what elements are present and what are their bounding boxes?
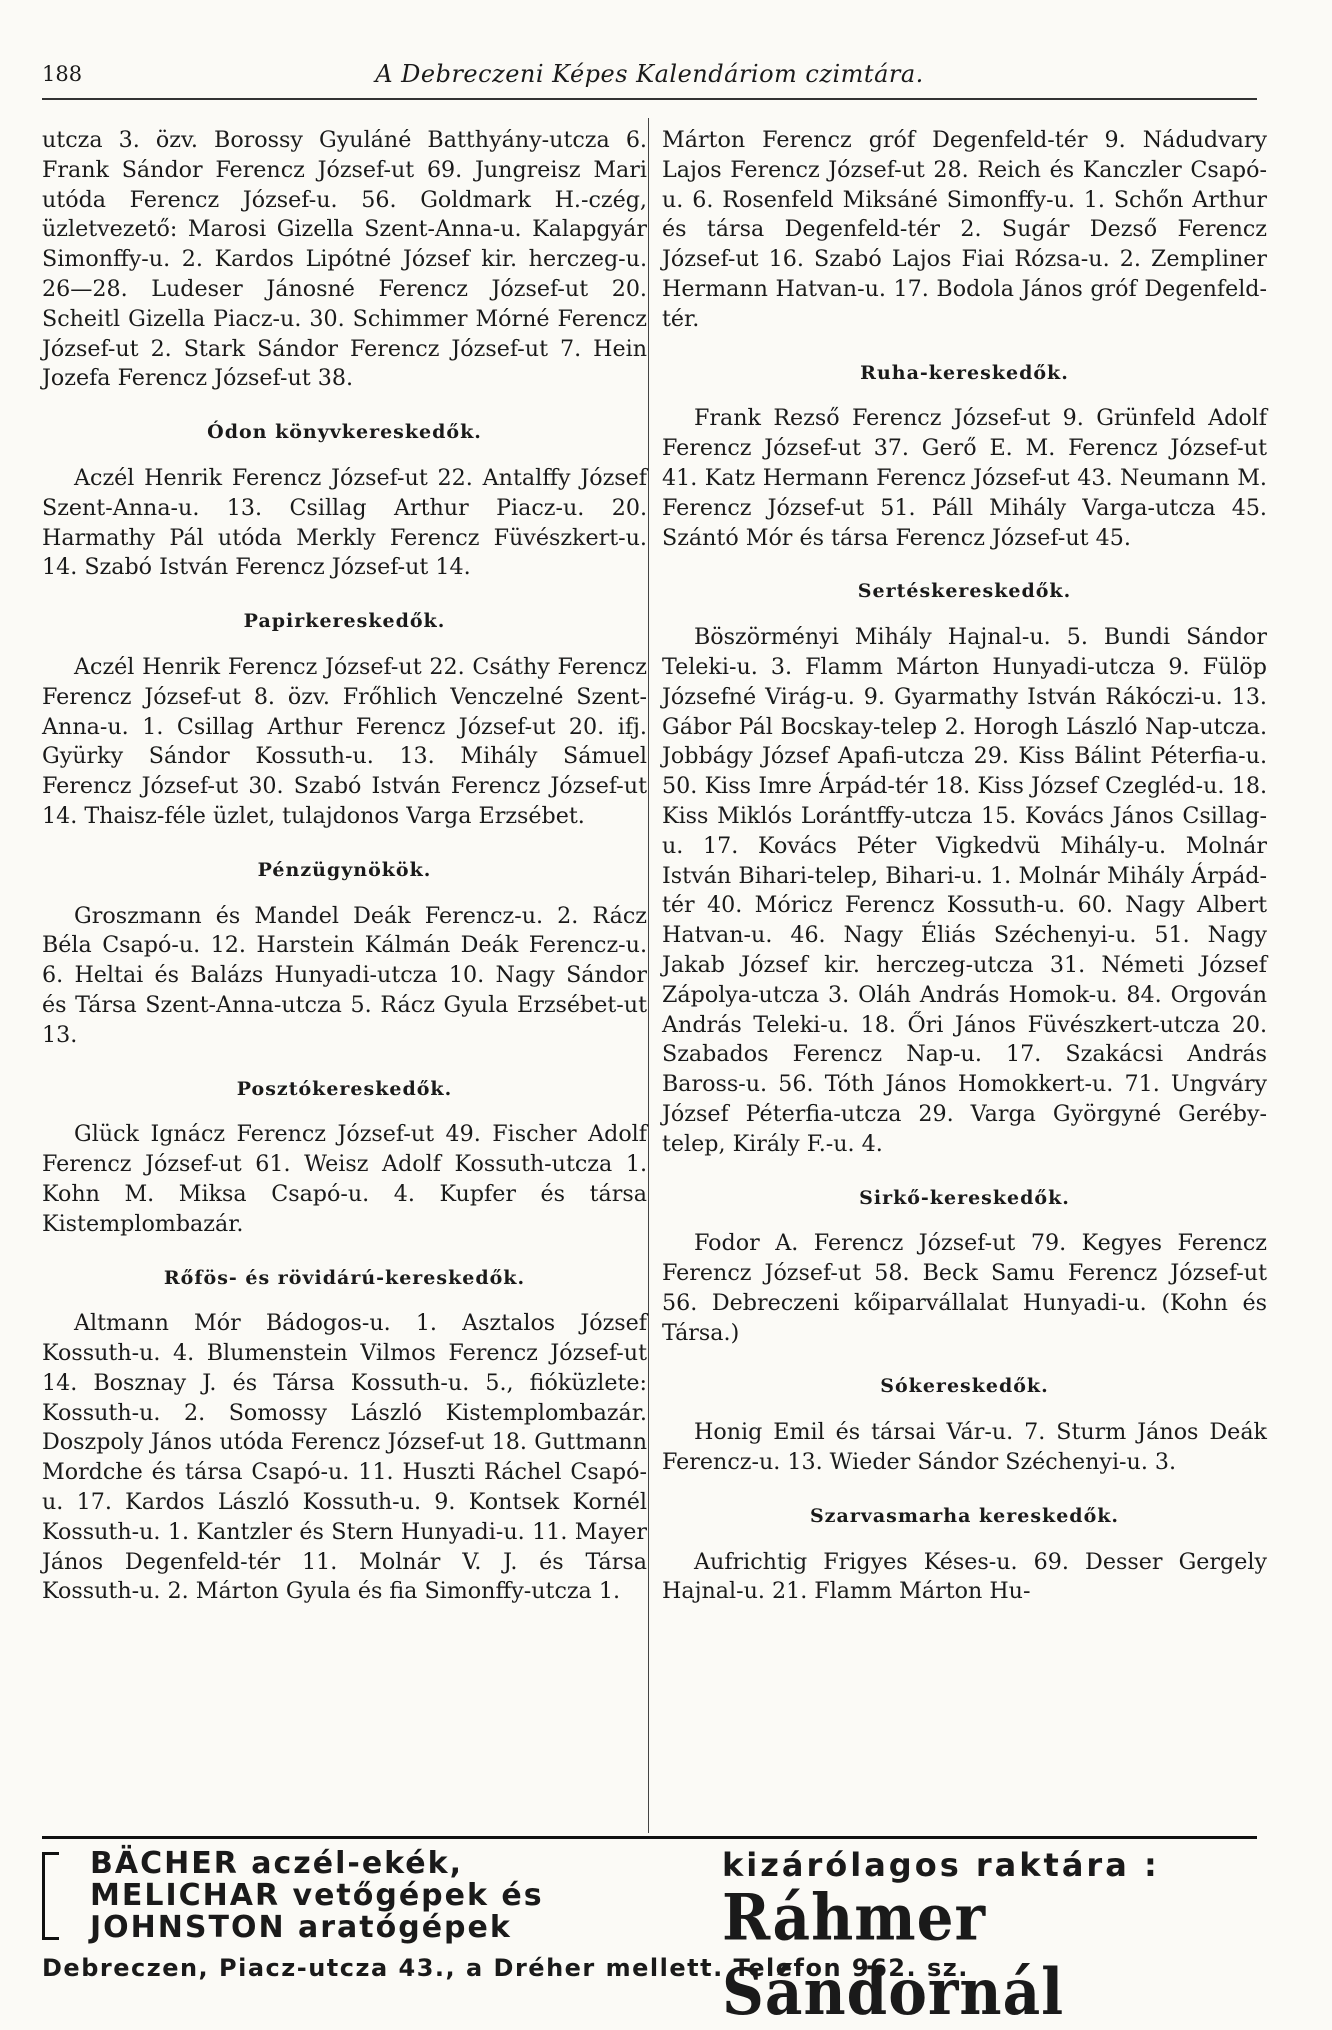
ad-line-melichar: MELICHAR vetőgépek és	[90, 1878, 544, 1913]
header-rule	[42, 98, 1257, 100]
section-text: Altmann Mór Bádogos-u. 1. Asztalos József Kossuth-u. 4. Blumenstein Vilmos Ferencz József-ut 14. Bosznay J. és Társa Kossuth-u. 5., fióküzlete: Kossuth-u. 2. Somossy László Kistemplombazár. Doszpoly János utóda Ferencz József-ut 18. Guttmann Mordche és társa Csapó-u. 11. Huszti Ráchel Csapó-u. 17. Kardos László Kossuth-u. 9. Kontsek Kornél Kossuth-u. 1. Kantzler és Stern Hunyadi-u. 11. Mayer János Degenfeld-tér 11. Molnár V. J. és Társa Kossuth-u. 2. Márton Gyula és fia Simonffy-utcza 1.	[42, 1310, 647, 1605]
page-header	[42, 56, 1257, 96]
section-title: Pénzügynökök.	[257, 858, 432, 881]
section-text: Böszörményi Mihály Hajnal-u. 5. Bundi Sándor Teleki-u. 3. Flamm Márton Hunyadi-utcza 9. Fülöp Józsefné Virág-u. 9. Gyarmathy István Rákóczi-u. 13. Gábor Pál Bocskay-telep 2. Horogh László Nap-utcza. Jobbágy József Apafi-utcza 29. Kiss Bálint Péterfia-u. 50. Kiss Imre Árpád-tér 18. Kiss József Czegléd-u. 18. Kiss Miklós Lorántffy-utcza 15. Kovács János Csillag-u. 17. Kovács Péter Vigkedvü Mihály-u. Molnár István Bihari-telep, Bihari-u. 1. Molnár Mihály Árpád-tér 40. Móricz Ferencz Kossuth-u. 60. Nagy Albert Hatvan-u. 46. Nagy Éliás Széchenyi-u. 51. Nagy Jakab József kir. herczeg-utcza 31. Németi József Zápolya-utcza 3. Oláh András Homok-u. 84. Orgován András Teleki-u. 18. Őri János Füvészkert-utcza 20. Szabados Ferencz Nap-u. 17. Szakácsi András Baross-u. 56. Tóth János Homokkert-u. 71. Ungváry József Péterfia-utcza 29. Varga Györgyné Geréby-telep, Király F.-u. 4.	[662, 624, 1267, 1157]
advertisement-rule	[42, 1836, 1257, 1839]
section-text: Aczél Henrik Ferencz József-ut 22. Antalffy József Szent-Anna-u. 13. Csillag Arthur Piacz-u. 20. Harmathy Pál utóda Merkly Ferencz Füvészkert-u. 14. Szabó István Ferencz József-ut 14.	[42, 464, 647, 581]
section-text: Aczél Henrik Ferencz József-ut 22. Csáthy Ferencz Ferencz József-ut 8. özv. Frőhlich Venczelné Szent-Anna-u. 1. Csillag Arthur Ferencz József-ut 20. ifj. Gyürky Sándor Kossuth-u. 13. Mihály Sámuel Ferencz József-ut 30. Szabó István Ferencz József-ut 14. Thaisz-féle üzlet, tulajdonos Varga Erzsébet.	[42, 653, 647, 829]
section-text: Frank Rezső Ferencz József-ut 9. Grünfeld Adolf Ferencz József-ut 37. Gerő E. M. Ferencz József-ut 41. Katz Hermann Ferencz József-ut 43. Neumann M. Ferencz József-ut 51. Páll Mihály Varga-utcza 45. Szántó Mór és társa Ferencz József-ut 45.	[662, 405, 1267, 551]
column-divider	[648, 118, 649, 1833]
left-column	[42, 126, 647, 1607]
section-text: Aufrichtig Frigyes Késes-u. 69. Desser Gergely Hajnal-u. 21. Flamm Márton Hu-	[662, 1548, 1267, 1605]
ad-exclusive-text: kizárólagos raktára :	[722, 1846, 1160, 1884]
section-text: Honig Emil és társai Vár-u. 7. Sturm János Deák Ferencz-u. 13. Wieder Sándor Széchenyi-u. 3.	[662, 1419, 1267, 1476]
section-title: Ódon könyvkereskedők.	[207, 421, 482, 444]
ad-address-line: Debreczen, Piacz-utcza 43., a Dréher mellett. Telefon 962. sz.	[42, 1954, 969, 1982]
section-title: Posztókereskedők.	[236, 1077, 453, 1100]
right-intro-paragraph: Márton Ferencz gróf Degenfeld-tér 9. Nádudvary Lajos Ferencz József-ut 28. Reich és Kanczler Csapó-u. 6. Rosenfeld Miksáné Simonffy-u. 1. Schőn Arthur és társa Degenfeld-tér 2. Sugár Dezső Ferencz József-ut 16. Szabó Lajos Fiai Rózsa-u. 2. Zempliner Hermann Hatvan-u. 17. Bodola János gróf Degenfeld-tér.	[662, 127, 1267, 332]
bracket-decoration	[42, 1852, 59, 1940]
section-title: Szarvasmarha kereskedők.	[809, 1504, 1120, 1527]
section-text: Groszmann és Mandel Deák Ferencz-u. 2. Rácz Béla Csapó-u. 12. Harstein Kálmán Deák Ferencz-u. 6. Heltai és Balázs Hunyadi-utcza 10. Nagy Sándor és Társa Szent-Anna-utcza 5. Rácz Gyula Erzsébet-ut 13.	[42, 902, 647, 1048]
running-title: A Debreczeni Képes Kalendáriom czimtára.	[375, 60, 924, 88]
section-title: Sertéskereskedők.	[857, 580, 1072, 603]
ad-seller-name: Ráhmer Sándornál	[722, 1880, 1065, 2030]
left-intro-paragraph: utcza 3. özv. Borossy Gyuláné Batthyány-utcza 6. Frank Sándor Ferencz József-ut 69. Jungreisz Mari utóda Ferencz József-u. 56. Goldmark H.-czég, üzletvezető: Marosi Gizella Szent-Anna-u. Kalapgyár Simonffy-u. 2. Kardos Lipótné József kir. herczeg-u. 26—28. Ludeser Jánosné Ferencz József-ut 20. Scheitl Gizella Piacz-u. 30. Schimmer Mórné Ferencz József-ut 2. Stark Sándor Ferencz József-ut 7. Hein Jozefa Ferencz József-ut 38.	[42, 127, 647, 392]
page-number: 188	[42, 62, 83, 86]
section-title: Papirkereskedők.	[243, 610, 446, 633]
section-title: Rőfös- és rövidárú-kereskedők.	[163, 1266, 526, 1289]
section-title: Sókereskedők.	[880, 1375, 1049, 1398]
section-title: Ruha-kereskedők.	[860, 361, 1069, 384]
section-text: Glück Ignácz Ferencz József-ut 49. Fischer Adolf Ferencz József-ut 61. Weisz Adolf Kossuth-utcza 1. Kohn M. Miksa Csapó-u. 4. Kupfer és társa Kistemplombazár.	[42, 1121, 647, 1237]
ad-line-bacher: BÄCHER aczél-ekék,	[90, 1846, 464, 1881]
ad-line-johnston: JOHNSTON aratógépek	[90, 1910, 512, 1945]
section-text: Fodor A. Ferencz József-ut 79. Kegyes Ferencz Ferencz József-ut 58. Beck Samu Ferencz József-ut 56. Debreczeni kőiparvállalat Hunyadi-u. (Kohn és Társa.)	[662, 1230, 1267, 1346]
section-title: Sirkő-kereskedők.	[859, 1186, 1070, 1209]
right-column	[662, 126, 1267, 1607]
